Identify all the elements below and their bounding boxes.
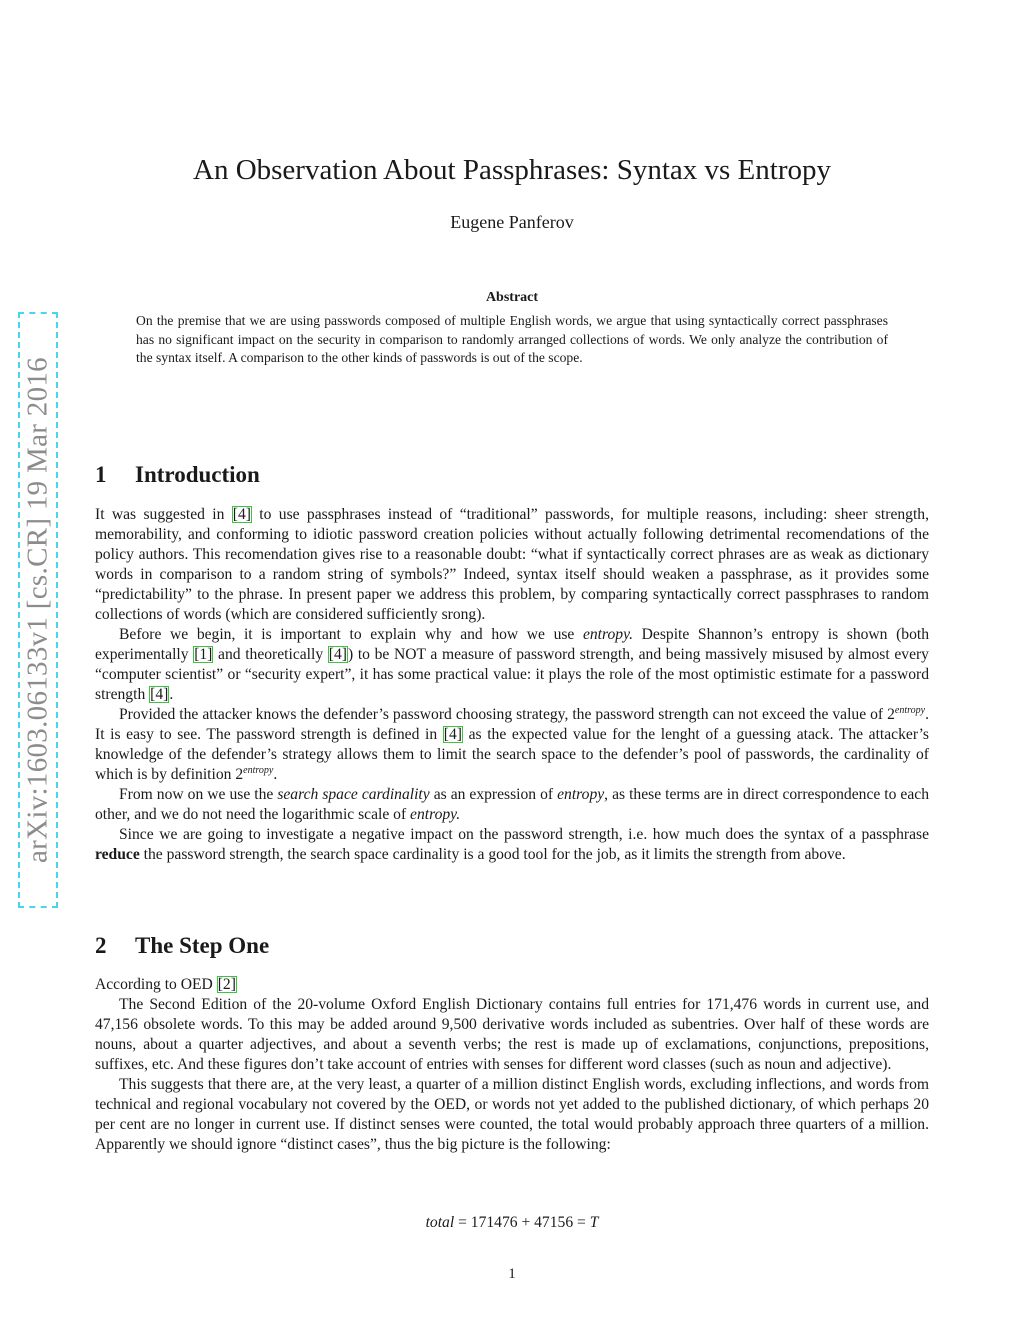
abstract-heading: Abstract [485, 290, 539, 305]
arxiv-stamp [18, 312, 58, 908]
paragraph: Before we begin, it is important to explain why and how we use entropy. Despite Shannon’s entropy is shown (both experimentally [1] and theoretically [4]) to be NOT a measure of password strength, and being massively misused by almost every “computer scientist” or “security expert”, it has some practical value: it plays the role of the most optimistic estimate for a password strength [4]. [95, 626, 929, 703]
arxiv-stamp-text: arXiv:1603.06133v1 [cs.CR] 19 Mar 2016 [21, 357, 54, 863]
citation-link[interactable]: [4] [232, 506, 251, 523]
paper-author: Eugene Panferov [450, 212, 574, 232]
section-2-heading [95, 933, 269, 959]
section-1-number: 1 [95, 462, 107, 487]
paragraph: This suggests that there are, at the very least, a quarter of a million distinct English words, excluding inflections, and words from technical and regional vocabulary not covered by the OED, or words not yet added to the published dictionary, of which perhaps 20 per cent are no longer in current use. If distinct senses were counted, the total would probably approach three quarters of a million. Apparently we should ignore “distinct cases”, thus the big picture is the following: [95, 1076, 929, 1153]
section-2-number: 2 [95, 933, 107, 958]
section-1-body [95, 505, 929, 865]
paragraph: Provided the attacker knows the defender’s password choosing strategy, the password strength can not exceed the value of $2^{entropy}$. It is easy to see. The password strength is defined in [4] as the expected value for the lenght of a guessing atack. The attacker’s knowledge of the defender’s strategy allows them to limit the search space to the defender’s pool of passwords, the cardinality of which is by definition $2^{entropy}$. [95, 704, 929, 783]
paper-title: An Observation About Passphrases: Syntax vs Entropy [193, 154, 831, 186]
paragraph: It was suggested in [4] to use passphrases instead of “traditional” passwords, for multiple reasons, including: sheer strength, memorability, and conforming to idiotic password creation policies without actually following detrimental recomendations of the policy authors. This recomendation gives rise to a reasonable doubt: “what if syntactically correct phrases are as weak as dictionary words in comparison to a random string of symbols?” Indeed, syntax itself should weaken a passphrase, as it provides some “predictability” to the phrase. In present paper we address this problem, by comparing syntactically correct passphrases to random collections of words (which are considered sufficiently srong). [95, 506, 929, 623]
section-1-title: Introduction [135, 462, 260, 487]
equation: total = 171476 + 47156 = T [425, 1214, 599, 1231]
citation-link[interactable]: [1] [194, 646, 213, 663]
citation-link[interactable]: [4] [443, 726, 462, 743]
section-2-body [95, 975, 929, 1155]
citation-link[interactable]: [4] [328, 646, 347, 663]
abstract-text: On the premise that we are using passwords composed of multiple English words, we argue that using syntactically correct passphrases has no significant impact on the security in comparison to randomly arranged collections of words. We only analyze the contribution of the syntax itself. A comparison to the other kinds of passwords is out of the scope. [136, 313, 888, 366]
paragraph: Since we are going to investigate a negative impact on the password strength, i.e. how much does the syntax of a passphrase reduce the password strength, the search space cardinality is a good tool for the job, as it limits the strength from above. [95, 826, 929, 863]
paragraph: According to OED [2] [95, 976, 236, 993]
section-2-title: The Step One [135, 933, 270, 958]
paragraph: From now on we use the search space cardinality as an expression of entropy, as these terms are in direct correspondence to each other, and we do not need the logarithmic scale of entropy. [95, 786, 929, 823]
page-number: 1 [508, 1266, 516, 1282]
citation-link[interactable]: [2] [217, 976, 236, 993]
paragraph: The Second Edition of the 20-volume Oxford English Dictionary contains full entries for 171,476 words in current use, and 47,156 obsolete words. To this may be added around 9,500 derivative words included as subentries. Over half of these words are nouns, about a quarter adjectives, and about a seventh verbs; the rest is made up of exclamations, conjunctions, prepositions, suffixes, etc. And these figures don’t take account of entries with senses for different word classes (such as noun and adjective). [95, 996, 929, 1073]
section-1-heading [95, 462, 260, 488]
citation-link[interactable]: [4] [150, 686, 169, 703]
